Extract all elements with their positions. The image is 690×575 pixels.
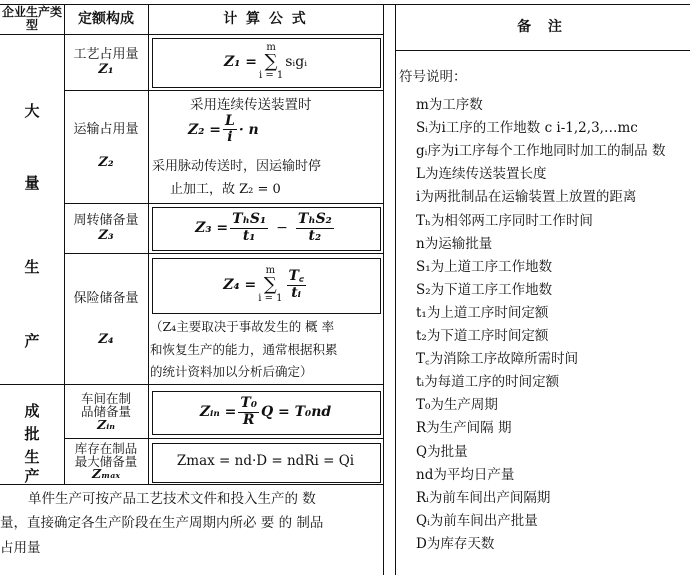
zin-rest: Q = T₀nd [260,403,332,420]
z2-line3: 采用脉动传送时，因运输时停 [152,159,322,174]
remark-item: t₂为下道工序时间定额 [416,328,549,344]
z4-note-1: （Z₄主要取决于事故发生的 概 率 [150,319,335,334]
z3-name [64,205,148,252]
remark-item: R为生产间隔 期 [416,420,512,437]
zin-fraction [238,396,259,428]
col-divider-4 [395,4,396,575]
type-mass-char-2: 量 [24,174,40,193]
z2-symbol: Z₂ [98,155,114,170]
remarks-title: 符号说明： [399,69,467,85]
z3-numerator-2: TₕS₂ [297,211,332,228]
remark-item: m为工序数 [416,97,483,113]
z2-tail: · n [238,121,259,138]
remark-item: D为库存天数 [416,535,495,552]
zmax-name-line1: 库存在制品 [74,440,138,456]
z2-numerator: L [224,113,235,129]
z3-lhs: Z₃ = [195,219,229,236]
zmax-name-line2: 最大储备量 [74,453,138,469]
z4-sum-bottom: i = 1 [258,293,283,304]
zin-denominator: R [242,411,255,428]
type-mass-char-1: 大 [24,102,40,121]
z3-denominator-1: t₁ [242,227,256,244]
header-bottom-border [0,34,383,35]
zmax-formula: Zmax = nd·D = ndRi = Qi [176,453,355,470]
z4-formula [152,258,379,312]
z1-formula [152,38,379,86]
zin-lhs: Zᵢₙ = [199,403,237,420]
zin-formula [152,391,379,433]
z4-note-2: 和恢复生产的能力，通常根据积累 [150,342,338,357]
z2-denominator: i [227,129,233,146]
z4-sum-operator [258,266,282,304]
remark-item: gᵢ序为i工序每个工作地同时加工的制品 数 [416,143,666,160]
remark-item: Rᵢ为前车间出产间隔期 [416,489,551,506]
zin-symbol: Zᵢₙ [97,417,115,433]
z4-fraction [287,269,306,301]
row-sep-z2 [64,203,383,204]
z4-sum-top: m [265,265,276,276]
z4-denominator: tᵢ [291,284,302,301]
z3-minus: − [276,219,288,236]
z4-numerator: T꜀ [288,268,304,285]
zmax-name [64,440,148,484]
z1-body: sᵢgᵢ [285,53,308,70]
z3-fraction-1 [230,212,268,244]
remark-item: tᵢ为每道工序的时间定额 [416,374,560,391]
z1-name-text: 工艺占用量 [73,47,139,63]
z4-lhs: Z₄ = [223,276,257,293]
remark-item: Q为批量 [416,443,468,460]
zin-name [64,386,148,437]
z2-line4: 止加工，故 Z₂ = 0 [170,182,281,197]
remark-item: i为两批制品在运输装置上放置的距离 [416,189,637,206]
header-formula: 计 算 公 式 [223,10,308,27]
zin-numerator: T₀ [240,395,257,412]
z3-fraction-2 [296,212,334,244]
type-batch-char-2: 批 [24,425,40,444]
remark-item: Sᵢ为i工序的工作地数 c i-1,2,3,…mc [416,120,638,137]
remark-item: T꜀为消除工序故障所需时间 [416,351,579,368]
footer-line-3: 占用量 [0,540,41,556]
z1-sum-operator [259,43,283,81]
z3-denominator-2: t₂ [308,227,322,244]
z1-name [64,38,148,88]
z4-note-3: 的统计资料加以分析后确定） [150,364,313,379]
type-batch-char-3: 生 [24,448,40,467]
remark-item: T₀为生产周期 [416,397,498,414]
remark-item: Qᵢ为前车间出产批量 [416,512,538,529]
type-batch-char-1: 成 [24,402,40,421]
z1-sum-bottom: i = 1 [258,70,284,81]
zin-name-line1: 车间在制 [80,390,131,406]
sigma-icon: ∑ [263,274,277,295]
row-sep-mass [0,384,383,385]
header-type: 企业生产类型 [1,5,62,32]
z2-line1: 采用连续传送装置时 [190,97,312,113]
remark-item: Tₕ为相邻两工序同时工作时间 [416,212,593,229]
col-divider-3 [383,4,384,575]
remark-item: S₂为下道工序工作地数 [416,281,553,298]
row-sep-zin [64,438,383,439]
z4-name [64,256,148,383]
remark-item: L为连续传送装置长度 [416,166,547,183]
remarks-header-border [395,50,690,51]
footer-line-1: 单件生产可按产品工艺技术文件和投入生产的 数 [28,491,316,507]
z1-sum-top: m [266,42,276,53]
z2-name [64,92,148,202]
z2-name-text: 运输占用量 [73,122,139,138]
remark-item: S₁为上道工序工作地数 [416,258,553,275]
type-batch-char-4: 产 [24,467,40,486]
z1-symbol: Z₁ [98,62,114,77]
z3-symbol: Z₃ [98,227,114,243]
z3-numerator-1: TₕS₁ [232,211,267,228]
col-divider-2 [148,4,149,484]
remark-item: t₁为上道工序时间定额 [416,304,549,321]
zin-name-line2: 品储备量 [80,403,131,419]
header-remarks: 备 注 [517,18,568,35]
z4-name-text: 保险储备量 [73,290,139,306]
z2-formula [188,114,259,146]
z3-formula [152,207,379,249]
z2-lhs: Z₂ = [188,121,221,138]
sigma-icon: ∑ [264,51,278,72]
z3-name-text: 周转储备量 [73,212,139,228]
z1-lhs: Z₁ = [223,53,257,70]
type-mass-char-4: 产 [24,332,40,351]
remark-item: nd为平均日产量 [416,466,515,483]
zmax-symbol: Zₘₐₓ [91,466,121,482]
z2-fraction [223,114,237,146]
z4-symbol: Z₄ [98,331,114,347]
type-mass-char-3: 生 [24,258,40,277]
header-component: 定额构成 [78,10,134,27]
row-sep-z3 [64,253,383,254]
remark-item: n为运输批量 [416,235,493,252]
row-sep-z1 [64,90,383,91]
footer-line-2: 量，直接确定各生产阶段在生产周期内所必 要 的 制品 [0,515,324,531]
